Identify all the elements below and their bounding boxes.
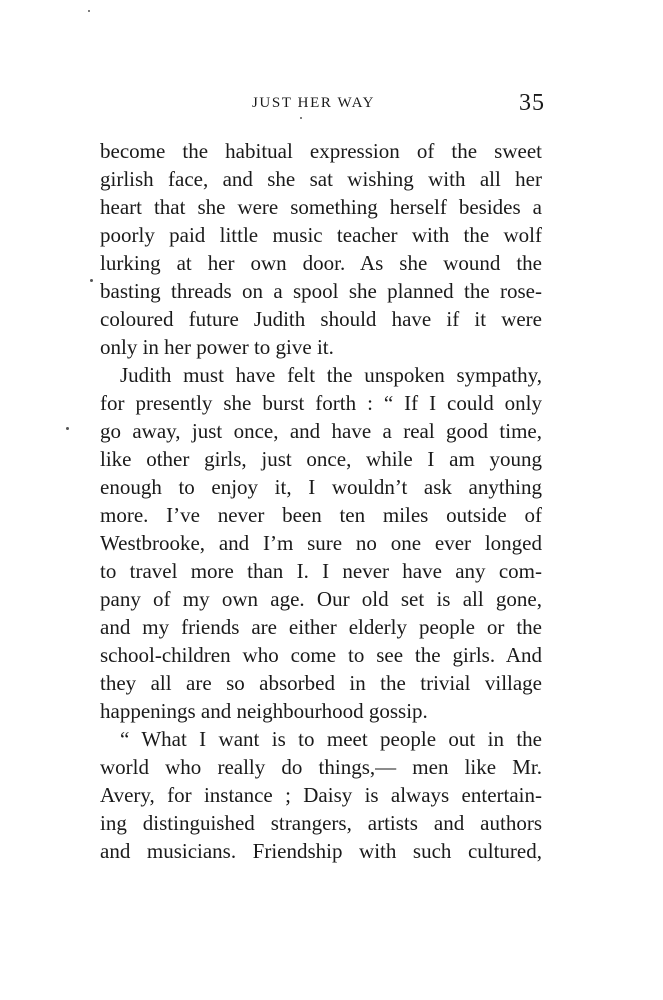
text-line: Avery, for instance ; Daisy is always entertain-: [100, 783, 542, 807]
text-line: poorly paid little music teacher with the wolf: [100, 223, 542, 247]
text-line: world who really do things,— men like Mr.: [100, 755, 542, 779]
text-line: only in her power to give it.: [100, 335, 334, 359]
text-line: girlish face, and she sat wishing with all her: [100, 167, 542, 191]
running-header: JUST HER WAY: [252, 95, 376, 111]
text-line: lurking at her own door. As she wound the: [100, 251, 542, 275]
text-line: and musicians. Friendship with such cultured,: [100, 839, 542, 863]
paper-speck: [300, 117, 302, 119]
text-line: they all are so absorbed in the trivial village: [100, 671, 542, 695]
paper-speck: [88, 10, 90, 12]
text-line: basting threads on a spool she planned the rose-: [100, 279, 542, 303]
text-line: and my friends are either elderly people or the: [100, 615, 542, 639]
page-number: 35: [519, 90, 545, 116]
text-line: “ What I want is to meet people out in the: [120, 727, 542, 751]
text-line: go away, just once, and have a real good time,: [100, 419, 542, 443]
paper-speck: [90, 279, 93, 282]
paper-speck: [66, 427, 69, 430]
text-line: school-children who come to see the girls. And: [100, 643, 542, 667]
text-line: pany of my own age. Our old set is all gone,: [100, 587, 542, 611]
text-line: more. I’ve never been ten miles outside of: [100, 503, 542, 527]
text-line: heart that she were something herself besides a: [100, 195, 542, 219]
text-line: like other girls, just once, while I am young: [100, 447, 542, 471]
text-line: ing distinguished strangers, artists and authors: [100, 811, 542, 835]
text-line: Westbrooke, and I’m sure no one ever longed: [100, 531, 542, 555]
text-line: to travel more than I. I never have any com-: [100, 559, 542, 583]
text-line: for presently she burst forth : “ If I could only: [100, 391, 542, 415]
text-line: coloured future Judith should have if it were: [100, 307, 542, 331]
text-line: enough to enjoy it, I wouldn’t ask anything: [100, 475, 542, 499]
text-line: Judith must have felt the unspoken sympathy,: [120, 363, 542, 387]
text-line: happenings and neighbourhood gossip.: [100, 699, 428, 723]
text-line: become the habitual expression of the sweet: [100, 139, 542, 163]
